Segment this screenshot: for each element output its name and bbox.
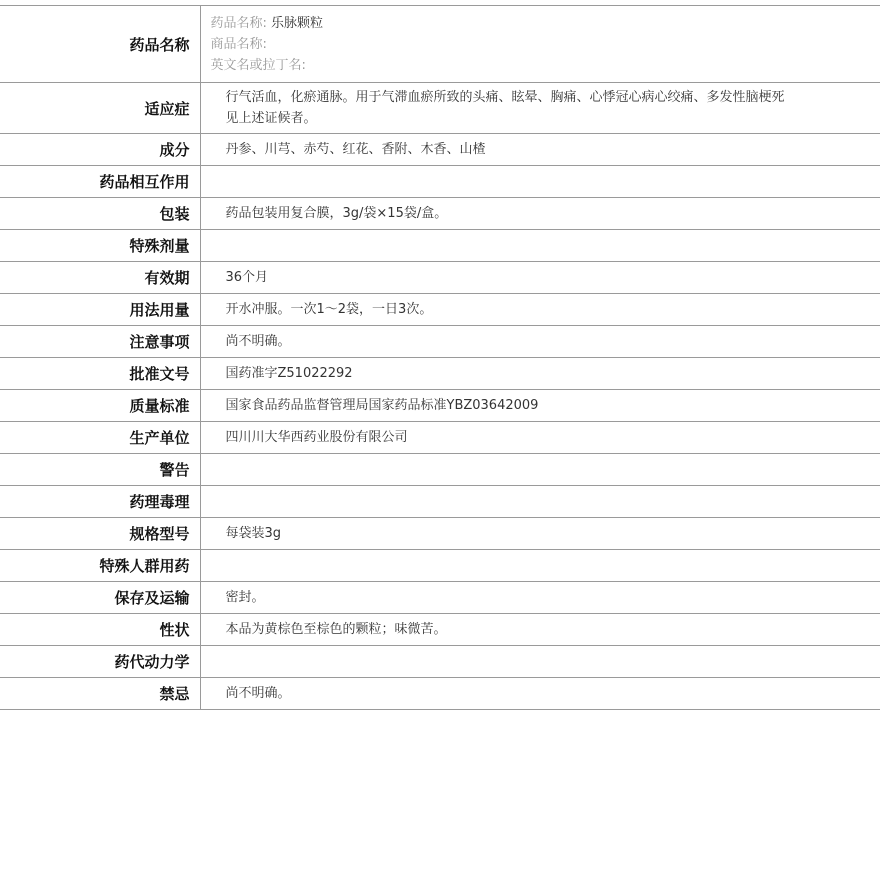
row-label: 禁忌 [0, 678, 200, 710]
drug-name-value: 乐脉颗粒 [271, 15, 324, 31]
info-row-approval-number [0, 358, 880, 390]
info-row-specification [0, 518, 880, 550]
row-value [200, 230, 880, 262]
row-label: 用法用量 [0, 294, 200, 326]
info-row-quality-standard [0, 390, 880, 422]
row-label: 保存及运输 [0, 582, 200, 614]
row-label: 批准文号 [0, 358, 200, 390]
row-label: 成分 [0, 134, 200, 166]
row-value: 国药准字Z51022292 [200, 358, 880, 390]
info-row-special-dosage [0, 230, 880, 262]
row-value [200, 454, 880, 486]
drug-name-line [211, 13, 791, 34]
row-value: 每袋装3g [200, 518, 880, 550]
row-value: 尚不明确。 [200, 678, 880, 710]
info-row-interactions [0, 166, 880, 198]
trade-name-label: 商品名称: [210, 36, 267, 52]
info-row-precautions [0, 326, 880, 358]
row-value: 开水冲服。一次1～2袋，一日3次。 [200, 294, 880, 326]
row-label: 药理毒理 [0, 486, 200, 518]
row-value: 四川川大华西药业股份有限公司 [200, 422, 880, 454]
english-name-line [211, 55, 791, 76]
info-row-description [0, 614, 880, 646]
row-label: 注意事项 [0, 326, 200, 358]
info-row-indications [0, 83, 880, 134]
row-label: 有效期 [0, 262, 200, 294]
drug-info-table [0, 5, 880, 710]
row-label: 适应症 [0, 83, 200, 134]
row-label: 特殊剂量 [0, 230, 200, 262]
info-row-storage [0, 582, 880, 614]
row-value [200, 166, 880, 198]
row-value: 丹参、川芎、赤芍、红花、香附、木香、山楂 [200, 134, 880, 166]
trade-name-line [211, 34, 791, 55]
row-value: 本品为黄棕色至棕色的颗粒；味微苦。 [200, 614, 880, 646]
row-label: 特殊人群用药 [0, 550, 200, 582]
row-value: 密封。 [200, 582, 880, 614]
drug-name-label: 药品名称: [210, 15, 267, 31]
info-row-dosage [0, 294, 880, 326]
row-label: 规格型号 [0, 518, 200, 550]
row-value: 药品包装用复合膜，3g/袋×15袋/盒。 [200, 198, 880, 230]
row-value: 国家食品药品监督管理局国家药品标准YBZ03642009 [200, 390, 880, 422]
row-value: 尚不明确。 [200, 326, 880, 358]
info-row-warning [0, 454, 880, 486]
info-row-special-populations [0, 550, 880, 582]
row-label: 警告 [0, 454, 200, 486]
row-value [200, 486, 880, 518]
info-row-manufacturer [0, 422, 880, 454]
info-row-shelf-life [0, 262, 880, 294]
drug-names-cell [200, 6, 880, 83]
info-row-pharmacology [0, 486, 880, 518]
english-name-label: 英文名或拉丁名: [210, 57, 306, 73]
info-row-pharmacokinetics [0, 646, 880, 678]
row-value [200, 550, 880, 582]
info-row-contraindications [0, 678, 880, 710]
row-value [200, 646, 880, 678]
drug-name-heading: 药品名称 [0, 6, 200, 83]
row-label: 生产单位 [0, 422, 200, 454]
row-label: 药品相互作用 [0, 166, 200, 198]
row-label: 包装 [0, 198, 200, 230]
row-label: 性状 [0, 614, 200, 646]
row-value: 36个月 [200, 262, 880, 294]
row-label: 质量标准 [0, 390, 200, 422]
drug-names-row [0, 6, 880, 83]
info-row-packaging [0, 198, 880, 230]
row-value: 行气活血，化瘀通脉。用于气滞血瘀所致的头痛、眩晕、胸痛、心悸冠心病心绞痛、多发性脑梗死见上述证候者。 [200, 83, 880, 134]
info-row-ingredients [0, 134, 880, 166]
row-label: 药代动力学 [0, 646, 200, 678]
